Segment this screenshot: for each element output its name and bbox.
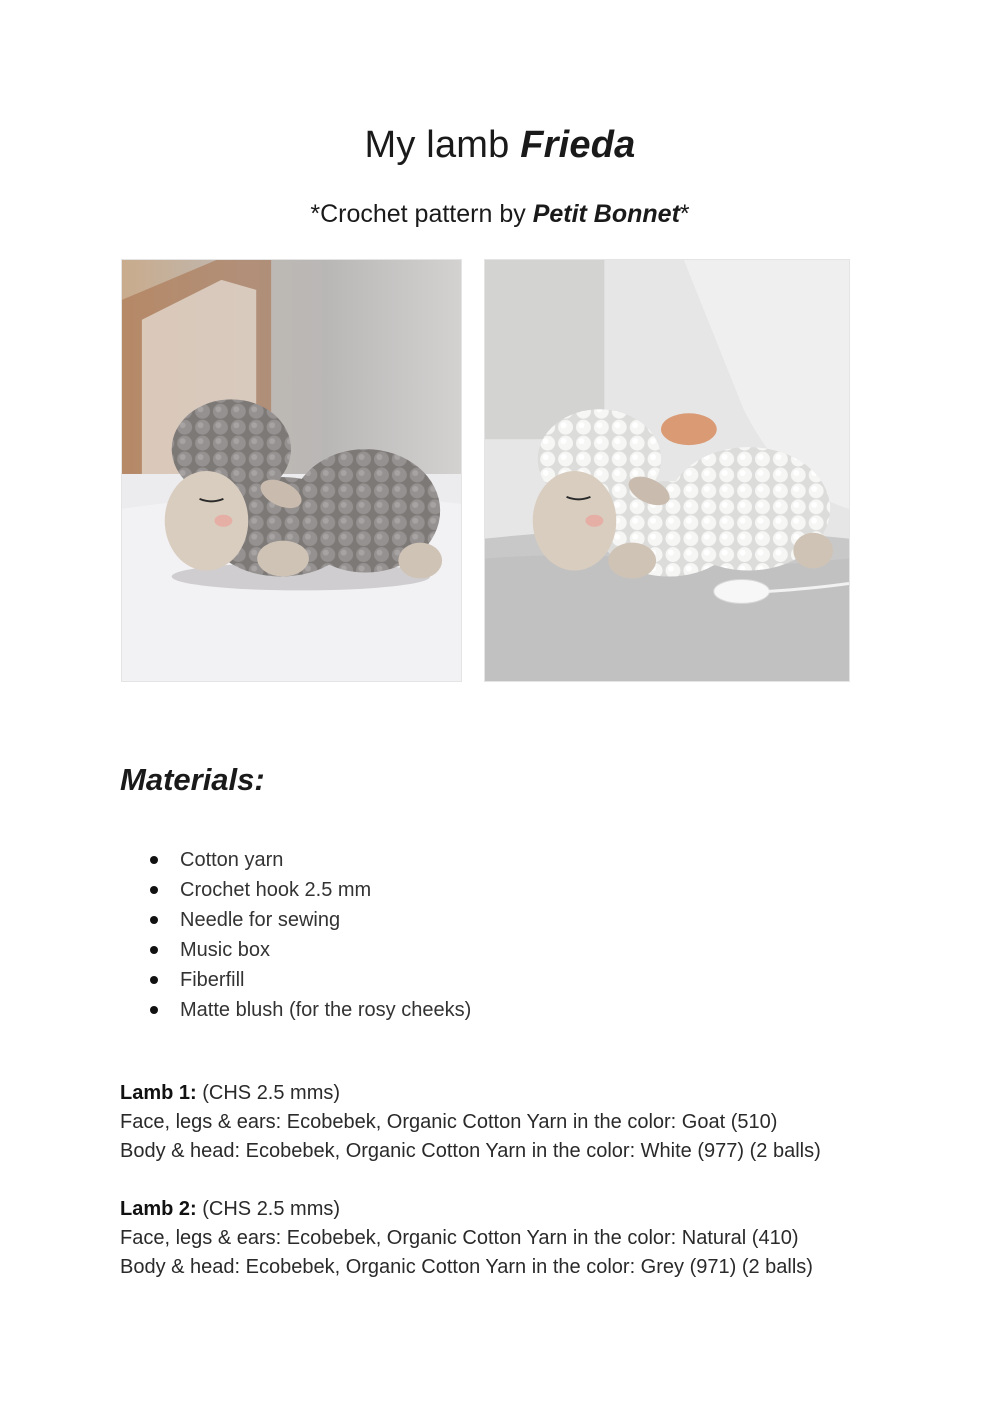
title-lamb-name: Frieda bbox=[520, 124, 636, 166]
subtitle-author: Petit Bonnet bbox=[532, 200, 680, 228]
lamb-1-heading bbox=[120, 1079, 821, 1108]
lamb-2-section bbox=[120, 1195, 813, 1282]
list-item: Cotton yarn bbox=[150, 845, 471, 875]
lamb-1-section bbox=[120, 1079, 821, 1166]
lamb-1-label: Lamb 1: bbox=[120, 1082, 197, 1104]
materials-heading: Materials: bbox=[120, 762, 265, 797]
lamb-1-body-yarn: Body & head: Ecobebek, Organic Cotton Yarn in the color: White (977) (2 balls) bbox=[120, 1140, 821, 1162]
list-item: Matte blush (for the rosy cheeks) bbox=[150, 995, 471, 1025]
subtitle-suffix: * bbox=[679, 200, 690, 228]
list-item: Fiberfill bbox=[150, 965, 471, 995]
lamb-2-spec: (CHS 2.5 mms) bbox=[196, 1198, 341, 1220]
list-item: Needle for sewing bbox=[150, 905, 471, 935]
lamb-2-body-yarn: Body & head: Ecobebek, Organic Cotton Yarn in the color: Grey (971) (2 balls) bbox=[120, 1256, 813, 1278]
page-title bbox=[0, 124, 1000, 167]
title-plain: My lamb bbox=[364, 124, 521, 166]
grey-lamb-icon bbox=[122, 260, 461, 681]
lamb-1-face-yarn: Face, legs & ears: Ecobebek, Organic Cotton Yarn in the color: Goat (510) bbox=[120, 1111, 778, 1133]
page-subtitle bbox=[0, 200, 1000, 229]
list-item: Crochet hook 2.5 mm bbox=[150, 875, 471, 905]
white-lamb-icon bbox=[485, 260, 849, 681]
lamb-2-heading bbox=[120, 1195, 813, 1224]
list-item: Music box bbox=[150, 935, 471, 965]
subtitle-prefix: *Crochet pattern by bbox=[310, 200, 533, 228]
materials-list bbox=[150, 845, 471, 1025]
lamb-1-spec: (CHS 2.5 mms) bbox=[196, 1082, 341, 1104]
white-lamb-photo bbox=[484, 259, 850, 682]
lamb-2-face-yarn: Face, legs & ears: Ecobebek, Organic Cotton Yarn in the color: Natural (410) bbox=[120, 1227, 799, 1249]
lamb-2-label: Lamb 2: bbox=[120, 1198, 197, 1220]
grey-lamb-photo bbox=[121, 259, 462, 682]
